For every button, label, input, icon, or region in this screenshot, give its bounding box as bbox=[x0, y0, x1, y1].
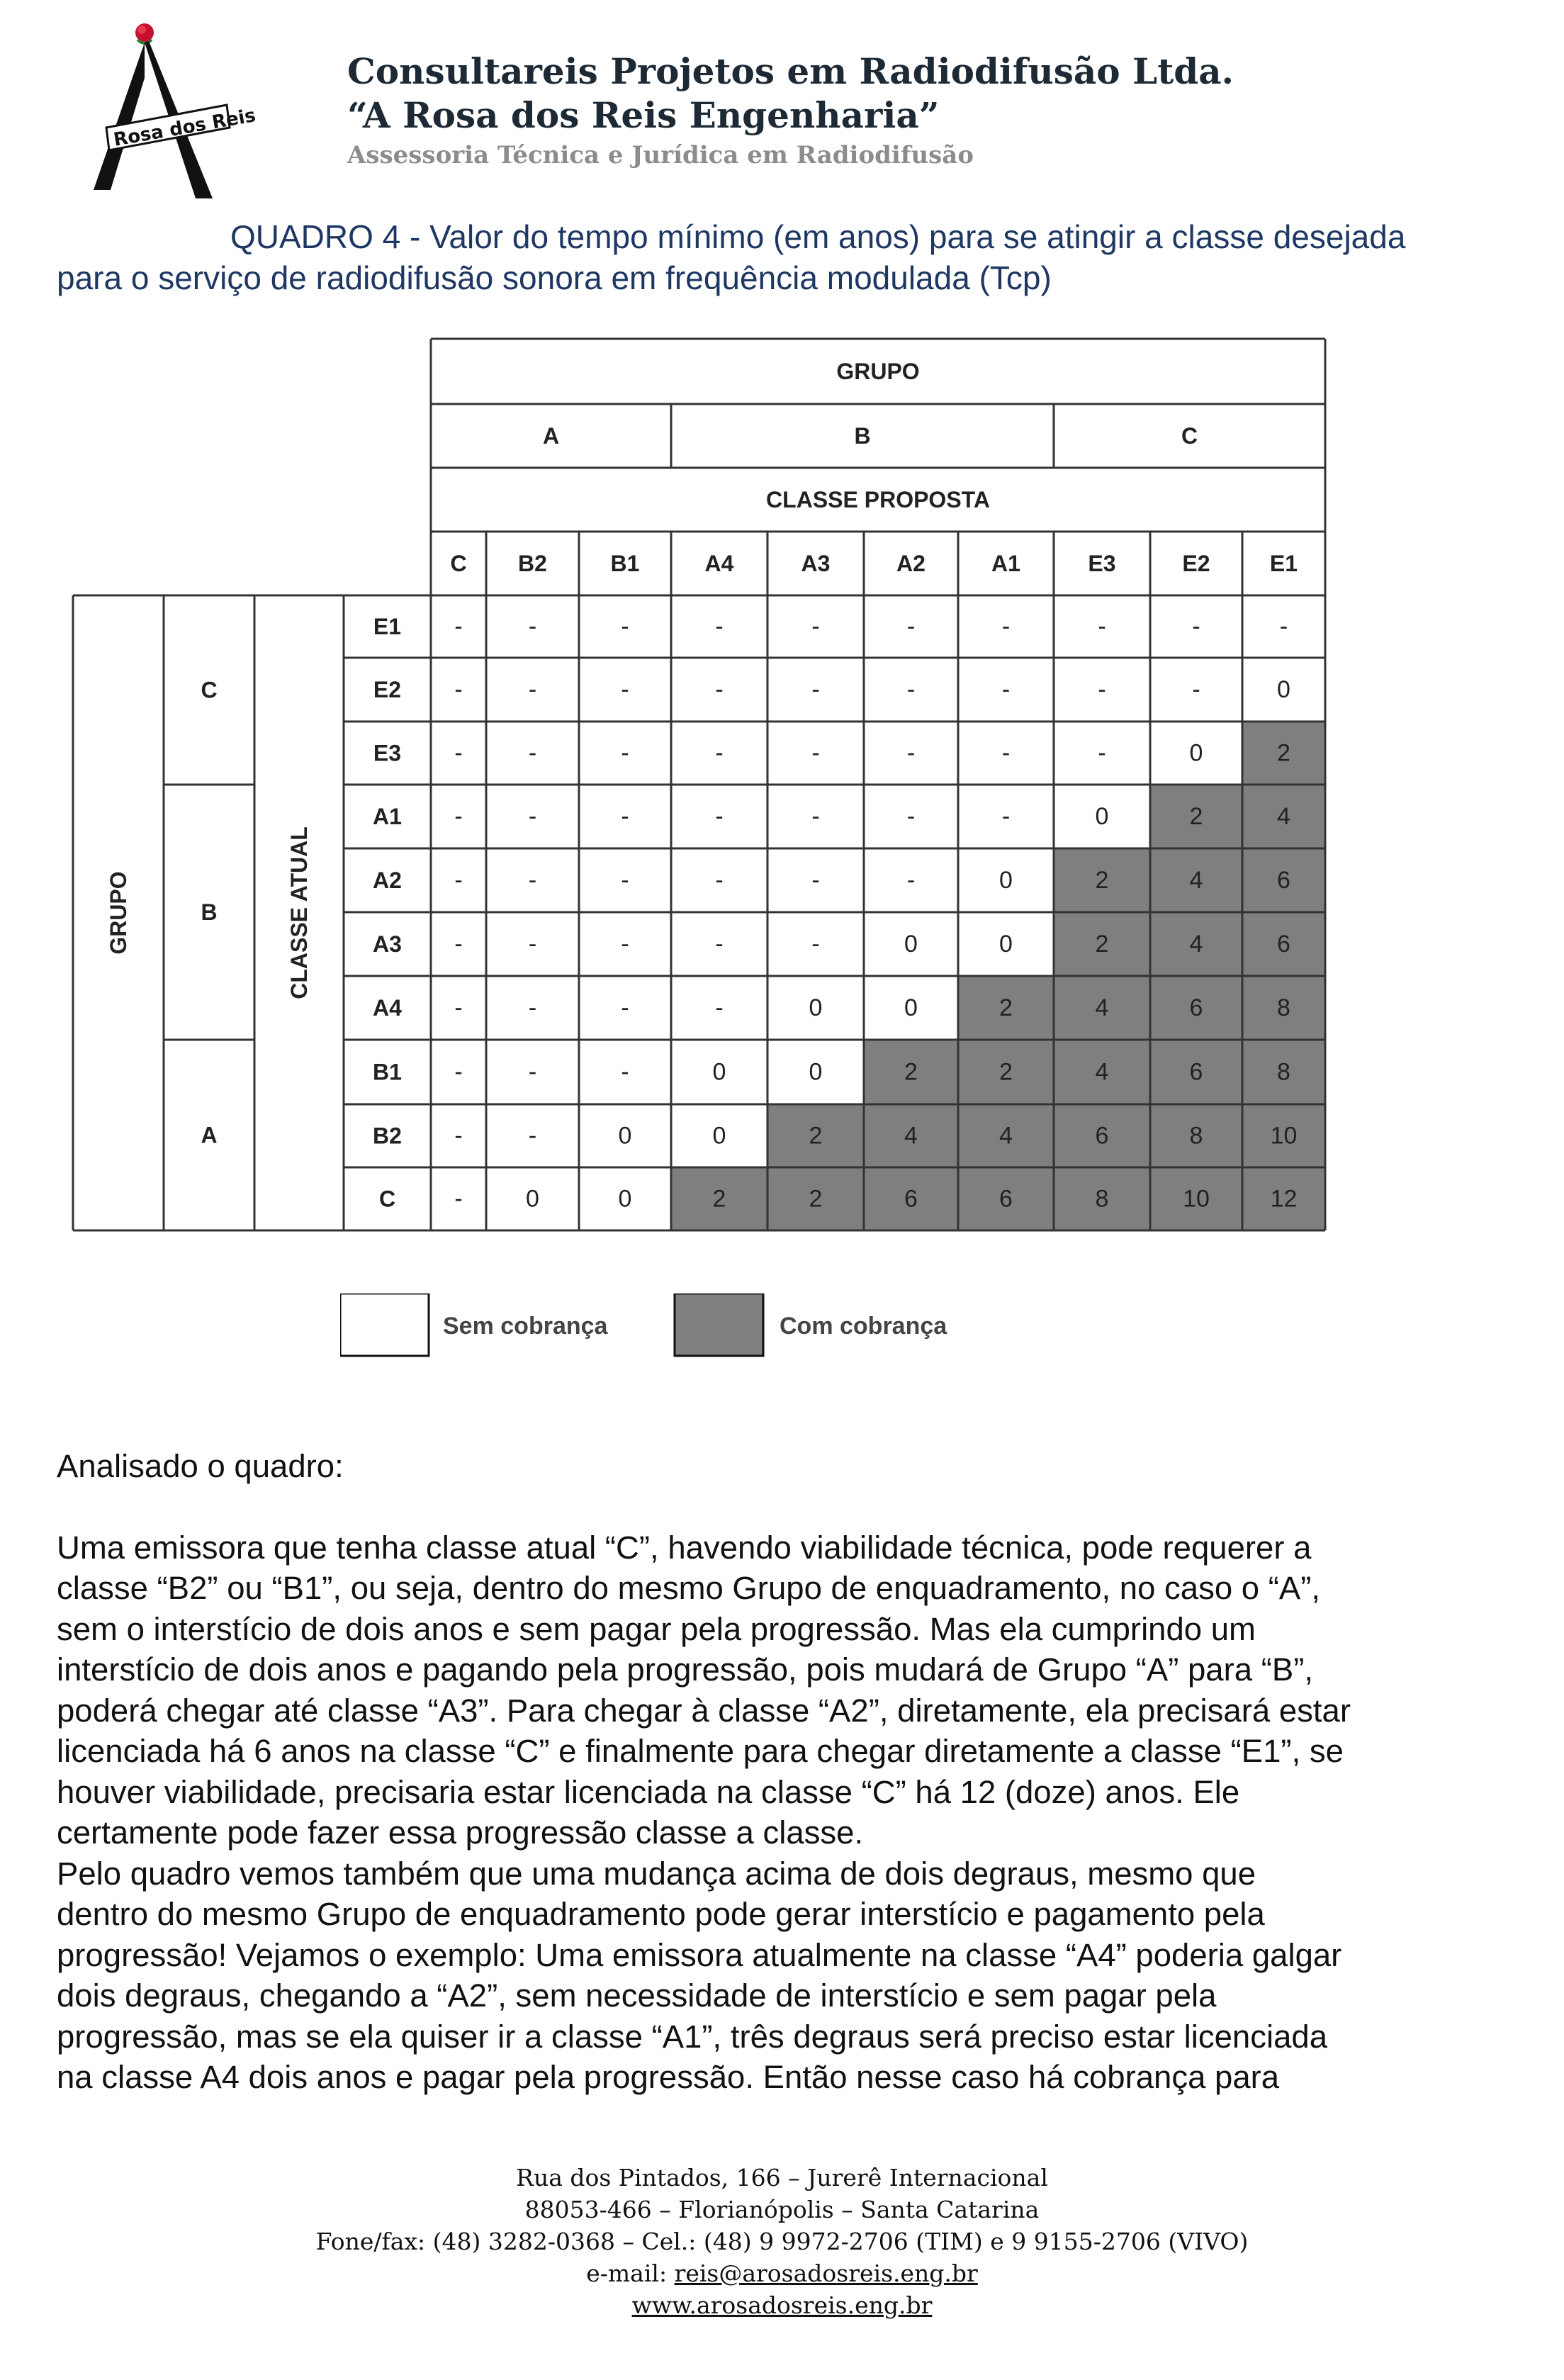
table-cell-value: - bbox=[1001, 676, 1011, 703]
analysis-line: certamente pode fazer essa progressão classe a classe. bbox=[57, 1814, 864, 1851]
table-cell-value: 8 bbox=[1277, 994, 1290, 1021]
table-cell-value: 0 bbox=[999, 867, 1013, 894]
proposed-class-label: E2 bbox=[1182, 551, 1210, 576]
table-cell-value: - bbox=[906, 676, 916, 703]
analysis-line: licenciada há 6 anos na classe “C” e finalmente para chegar diretamente a classe “E1”, se bbox=[57, 1733, 1344, 1769]
table-cell-value: 2 bbox=[712, 1185, 726, 1213]
proposed-group-label: C bbox=[1181, 423, 1198, 449]
table-cell-value: 0 bbox=[904, 994, 918, 1021]
table-cell-value: 4 bbox=[1277, 803, 1290, 830]
analysis-text bbox=[57, 1446, 1517, 2098]
proposed-class-label: E3 bbox=[1088, 551, 1116, 576]
table-cell-value: - bbox=[454, 739, 463, 767]
table-cell-value: - bbox=[454, 1122, 463, 1150]
table-cell-value: 8 bbox=[1277, 1058, 1290, 1086]
table-cell-value: 2 bbox=[809, 1185, 823, 1213]
table-cell-value: 0 bbox=[809, 994, 823, 1021]
current-group-label: C bbox=[201, 677, 218, 703]
table-cell-value: 6 bbox=[1277, 931, 1290, 958]
table-cell-value: 6 bbox=[904, 1185, 918, 1213]
table-cell-value: 2 bbox=[1277, 739, 1290, 767]
proposed-class-label: E1 bbox=[1269, 551, 1298, 576]
table-cell-value: - bbox=[621, 676, 629, 703]
proposed-group-label: B bbox=[854, 423, 871, 449]
table-cell-value: 10 bbox=[1183, 1185, 1210, 1213]
footer-phones: Fone/fax: (48) 3282-0368 – Cel.: (48) 9 9972-2706 (TIM) e 9 9155-2706 (VIVO) bbox=[315, 2228, 1249, 2255]
proposed-class-label: A1 bbox=[991, 551, 1020, 576]
table-cell-value: - bbox=[906, 867, 916, 894]
table-cell-value: - bbox=[528, 931, 537, 958]
caption-line-1: QUADRO 4 - Valor do tempo mínimo (em anos) para se atingir a classe desejada bbox=[230, 218, 1406, 255]
table-cell-value: 6 bbox=[1189, 1058, 1203, 1086]
table-cell-value: - bbox=[715, 931, 724, 958]
table-cell-value: - bbox=[528, 994, 537, 1021]
footer-city: 88053-466 – Florianópolis – Santa Catarina bbox=[524, 2196, 1040, 2223]
current-class-label: A4 bbox=[373, 995, 402, 1021]
table-cell-value: - bbox=[906, 803, 916, 830]
proposed-class-title: CLASSE PROPOSTA bbox=[766, 487, 990, 512]
table-cell-value: 0 bbox=[999, 931, 1013, 958]
table-cell-value: - bbox=[621, 867, 629, 894]
table-cell-value: - bbox=[1001, 739, 1011, 767]
table-cell-value: - bbox=[454, 676, 463, 703]
footer-email-link[interactable]: reis@arosadosreis.eng.br bbox=[674, 2260, 978, 2287]
analysis-line: dentro do mesmo Grupo de enquadramento pode gerar interstício e pagamento pela bbox=[57, 1896, 1265, 1932]
table-cell-value: - bbox=[715, 994, 724, 1021]
table-cell-value: 0 bbox=[618, 1122, 632, 1150]
footer-email-prefix: e-mail: bbox=[586, 2260, 675, 2287]
proposed-group-label: A bbox=[542, 423, 560, 449]
table-cell-value: - bbox=[715, 803, 724, 830]
table-cell-value: 8 bbox=[1095, 1185, 1109, 1213]
table-cell-value: - bbox=[715, 867, 724, 894]
table-cell-value: - bbox=[1192, 613, 1200, 640]
company-name: Consultareis Projetos em Radiodifusão Ltda. bbox=[347, 50, 1234, 92]
current-class-label: A1 bbox=[373, 804, 402, 829]
table-cell-value: 2 bbox=[1095, 867, 1109, 894]
current-group-label: A bbox=[201, 1122, 218, 1148]
proposed-class-label: A4 bbox=[704, 551, 734, 576]
table-cell-value: 6 bbox=[1277, 867, 1290, 894]
table-cell-value: - bbox=[454, 803, 463, 830]
table-cell-value: - bbox=[1098, 739, 1106, 767]
table-cell-value: 12 bbox=[1270, 1185, 1298, 1213]
table-cell-value: - bbox=[454, 613, 463, 640]
table-cell-value: 2 bbox=[809, 1122, 823, 1150]
analysis-line: progressão! Vejamos o exemplo: Uma emissora atualmente na classe “A4” poderia galgar bbox=[57, 1936, 1342, 1973]
current-class-label: E1 bbox=[373, 614, 402, 639]
table-cell-value: - bbox=[528, 676, 537, 703]
table-cell-value: 4 bbox=[1095, 994, 1109, 1021]
table-cell-value: 0 bbox=[809, 1058, 823, 1086]
analysis-line: interstício de dois anos e pagando pela progressão, pois mudará de Grupo “A” para “B”, bbox=[57, 1651, 1313, 1688]
analysis-line: poderá chegar até classe “A3”. Para chegar à classe “A2”, diretamente, ela precisará estar bbox=[57, 1692, 1351, 1729]
table-cell-value: 4 bbox=[999, 1122, 1013, 1150]
table-cell-value: 0 bbox=[904, 931, 918, 958]
table-cell-value: - bbox=[906, 613, 916, 640]
analysis-line: Pelo quadro vemos também que uma mudança acima de dois degraus, mesmo que bbox=[57, 1855, 1256, 1892]
table-cell-value: 4 bbox=[1189, 867, 1203, 894]
table-cell-value: - bbox=[454, 931, 463, 958]
table-cell-value: 6 bbox=[1095, 1122, 1109, 1150]
table-cell-value: - bbox=[1001, 613, 1011, 640]
table-cell-value: - bbox=[715, 613, 724, 640]
table-cell-value: - bbox=[528, 867, 537, 894]
analysis-heading: Analisado o quadro: bbox=[57, 1448, 344, 1484]
current-group-label: B bbox=[201, 899, 218, 925]
analysis-line: classe “B2” ou “B1”, ou seja, dentro do mesmo Grupo de enquadramento, no caso o “A”, bbox=[57, 1570, 1321, 1606]
table-cell-value: 0 bbox=[1277, 676, 1290, 703]
current-class-label: C bbox=[378, 1186, 396, 1212]
footer-website-link[interactable]: www.arosadosreis.eng.br bbox=[631, 2291, 933, 2319]
current-class-label: E3 bbox=[373, 740, 402, 766]
table-cell-value: 6 bbox=[999, 1185, 1013, 1213]
legend-label-free: Sem cobrança bbox=[443, 1313, 608, 1340]
proposed-class-label: A2 bbox=[896, 551, 926, 576]
analysis-line: progressão, mas se ela quiser ir a classe “A1”, três degraus será preciso estar licenciada bbox=[57, 2018, 1328, 2055]
analysis-line: sem o interstício de dois anos e sem pagar pela progressão. Mas ela cumprindo um bbox=[57, 1610, 1256, 1647]
table-cell-value: 0 bbox=[712, 1122, 726, 1150]
table-cell-value: - bbox=[715, 676, 724, 703]
company-tagline: Assessoria Técnica e Jurídica em Radiodifusão bbox=[347, 141, 974, 169]
table-cell-value: 8 bbox=[1189, 1122, 1203, 1150]
table-cell-value: - bbox=[906, 739, 916, 767]
table-cell-value: - bbox=[621, 803, 629, 830]
legend-swatch-charged bbox=[675, 1293, 763, 1356]
legend bbox=[340, 1293, 978, 1364]
footer bbox=[0, 2162, 1564, 2321]
table-cell-value: 0 bbox=[526, 1185, 539, 1213]
table-cell-value: - bbox=[811, 613, 820, 640]
current-class-label: A3 bbox=[373, 931, 402, 957]
table-cell-value: 10 bbox=[1270, 1122, 1298, 1150]
table-cell-value: - bbox=[528, 1122, 537, 1150]
table-cell-value: 2 bbox=[1189, 803, 1203, 830]
proposed-class-label: A3 bbox=[801, 551, 831, 576]
proposed-class-label: B2 bbox=[518, 551, 547, 576]
current-class-label: E2 bbox=[373, 677, 402, 702]
table-cell-value: - bbox=[811, 867, 820, 894]
current-class-title: CLASSE ATUAL bbox=[286, 826, 312, 999]
table-cell-value: 4 bbox=[904, 1122, 918, 1150]
table-cell-value: - bbox=[454, 867, 463, 894]
table-cell-value: - bbox=[1279, 613, 1288, 640]
analysis-paragraphs bbox=[57, 1527, 1517, 2098]
table-cell-value: 0 bbox=[712, 1058, 726, 1086]
table-cell-value: - bbox=[811, 803, 820, 830]
table-cell-value: 2 bbox=[999, 994, 1013, 1021]
trade-name: “A Rosa dos Reis Engenharia” bbox=[347, 94, 940, 136]
table-cell-value: - bbox=[528, 803, 537, 830]
table-cell-value: - bbox=[1001, 803, 1011, 830]
table-cell-value: 2 bbox=[904, 1058, 918, 1086]
table-cell-value: - bbox=[1192, 676, 1200, 703]
table-cell-value: - bbox=[715, 739, 724, 767]
current-group-title: GRUPO bbox=[106, 871, 131, 955]
table-cell-value: - bbox=[528, 1058, 537, 1086]
table-cell-value: - bbox=[454, 1185, 463, 1213]
table-cell-value: - bbox=[528, 739, 537, 767]
table-cell-value: - bbox=[454, 994, 463, 1021]
current-class-label: B1 bbox=[373, 1059, 402, 1085]
table-cell-value: - bbox=[528, 613, 537, 640]
analysis-line: dois degraus, chegando a “A2”, sem necessidade de interstício e sem pagar pela bbox=[57, 1977, 1217, 2014]
table-cell-value: - bbox=[811, 739, 820, 767]
caption-line-2: para o serviço de radiodifusão sonora em frequência modulada (Tcp) bbox=[57, 259, 1052, 296]
logo-text: Rosa dos Reis bbox=[112, 105, 258, 151]
table-cell-value: - bbox=[621, 1058, 629, 1086]
footer-email-line bbox=[0, 2257, 1564, 2289]
proposed-group-title: GRUPO bbox=[836, 359, 920, 384]
table-cell-value: 0 bbox=[1095, 803, 1109, 830]
table-cell-value: - bbox=[621, 739, 629, 767]
table-cell-value: - bbox=[621, 994, 629, 1021]
table-cell-value: - bbox=[454, 1058, 463, 1086]
proposed-class-label: C bbox=[450, 551, 467, 576]
table-cell-value: - bbox=[811, 931, 820, 958]
analysis-line: na classe A4 dois anos e pagar pela progressão. Então nesse caso há cobrança para bbox=[57, 2059, 1280, 2095]
current-class-label: A2 bbox=[373, 868, 402, 893]
table-cell-value: 6 bbox=[1189, 994, 1203, 1021]
table-cell-value: - bbox=[1098, 676, 1106, 703]
current-class-label: B2 bbox=[373, 1123, 402, 1149]
table-cell-value: 4 bbox=[1189, 931, 1203, 958]
table-cell-value: 2 bbox=[999, 1058, 1013, 1086]
table-cell-value: 4 bbox=[1095, 1058, 1109, 1086]
table-cell-value: - bbox=[621, 931, 629, 958]
table-cell-value: - bbox=[811, 676, 820, 703]
legend-label-charged: Com cobrança bbox=[780, 1313, 947, 1340]
table-cell-value: - bbox=[1098, 613, 1106, 640]
table-cell-value: 0 bbox=[618, 1185, 632, 1213]
legend-swatch-free bbox=[340, 1293, 429, 1356]
table-cell-value: 2 bbox=[1095, 931, 1109, 958]
table-cell-value: - bbox=[621, 613, 629, 640]
analysis-line: Uma emissora que tenha classe atual “C”, havendo viabilidade técnica, pode requerer a bbox=[57, 1529, 1312, 1566]
analysis-line: houver viabilidade, precisaria estar licenciada na classe “C” há 12 (doze) anos. Ele bbox=[57, 1773, 1240, 1810]
footer-address: Rua dos Pintados, 166 – Jurerê Internacional bbox=[516, 2164, 1048, 2191]
table-cell-value: 0 bbox=[1189, 739, 1203, 767]
proposed-class-label: B1 bbox=[610, 551, 640, 576]
